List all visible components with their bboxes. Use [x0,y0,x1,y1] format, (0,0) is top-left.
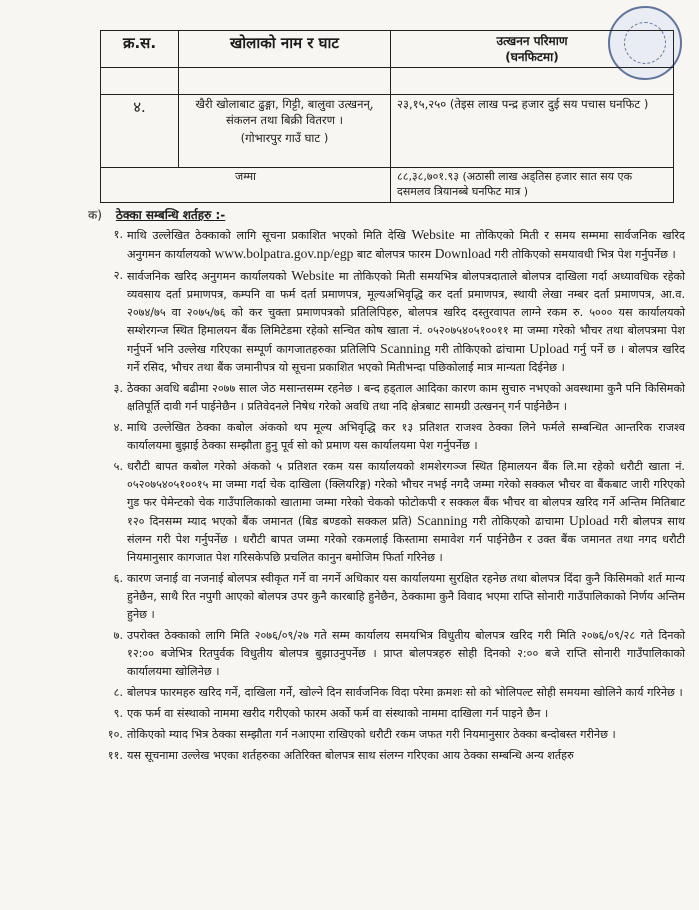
table-total-row [101,168,674,203]
term-number: १. [113,228,123,241]
header-excavation-quantity [391,31,674,68]
header-quantity-line2: (घनफिटमा) [505,50,559,65]
terms-heading [88,206,225,223]
header-river-and-ghat: खोलाको नाम र घाट [179,31,391,68]
bolpatra-url: www.bolpatra.gov.np/egp [214,246,354,261]
term-number: ४. [113,421,123,434]
term-item-3: ३. ठेक्का अवधि बढीमा २०७७ साल जेठ मसान्तसम्म रहनेछ । बन्द हड्ताल आदिका कारण काम सुचारु नभएको अवस्थामा कुनै पनि किसिमको क्षतिपूर्ति दावी गर्न पाईनेछैन । प्रतिवेदनले निषेध गरेको अवधि तथा नदि क्षेत्रबाट सामग्री उत्खनन् गर्न पाईनेछैन । [95,380,685,416]
total-label: जम्मा [101,168,391,203]
term-item-2: २. सार्वजनिक खरिद अनुगमन कार्यालयको Website मा तोकिएको मिती समयभित्र बोलपत्रदाताले बोलपत्र दाखिला गर्दा अध्यावधिक रहेको व्यवसाय दर्ता प्रमाणपत्र, कम्पनि वा फर्म दर्ता प्रमाणपत्र, मूल्यअभिवृद्धि कर दर्ता प्रमाणपत्र, स्थायी लेखा नम्बर दर्ता प्रमाणपत्र, आ.व. २०७४/७५ वा २०७५/७६ को कर चुक्ता प्रमाणपत्रको प्रतिलिपिहरु, बोलपत्र खरिद दस्तुरवापत लाग्ने रकम रु. ५००० यस कार्यालयको सम्शेरगन्ज स्थित हिमालयन बैंक लिमिटेडमा रहेको सन्चित कोष खाता नं. ०५२०७५४०५१००११ मा जम्मा गरेको भौचर तथा बोलपत्रमा पेश गर्नुपर्ने भनि उल्लेख गरिएका सम्पूर्ण कागजातहरुका प्रतिलिपि Scanning गरी तोकिएको ढांचामा Upload गर्नु पर्ने छ । बोलपत्र खरिद गर्ने रसिद, भौचर तथा बैंक जमानीपत्र यो सूचना प्रकाशित भएको मितीभन्दा पछिकोलाई मात्र मान्यता दिईनेछ । [95,267,685,377]
term-item-8: ८. बोलपत्र फारमहरु खरिद गर्ने, दाखिला गर्ने, खोल्ने दिन सार्वजनिक विदा परेमा क्रमशः सो को भोलिपल्ट सोही समयमा खोलिने कार्य गरिनेछ । [95,684,685,702]
term-number: ७. [113,629,123,642]
term-number: १०. [107,728,123,741]
term-item-9: ९. एक फर्म वा संस्थाको नाममा खरीद गरीएको फारम अर्को फर्म वा संस्थाको नाममा दाखिला गर्न पाइने छैन । [95,705,685,723]
row-work-text: खैरी खोलाबाट ढुङ्गा, गिट्टी, बालुवा उत्खनन्, संकलन तथा बिक्री वितरण । [195,97,374,127]
terms-title: ठेक्का सम्बन्धि शर्तहरु :- [115,208,226,222]
term-number: ८. [113,686,123,699]
row-ghat-name: (गोभारपुर गाउँ घाट ) [240,131,329,146]
term-number: २. [113,269,123,282]
website-text: Website [411,227,455,242]
row-work-description [179,95,391,168]
term-item-6: ६. कारण जनाई वा नजनाई बोलपत्र स्वीकृत गर्ने वा नगर्ने अधिकार यस कार्यालयमा सुरक्षित रहनेछ तथा बोलपत्र दिंदा कुनै किसिमको शर्त मान्य हुनेछैन, साथै रित नपुगी आएको बोलपत्र उपर कुनै कारबाहि हुनेछैन, ठेक्कामा कुनै विवाद भएमा राप्ति सोनारी गाउँपालिकाको निर्णय अन्तिम हुनेछ । [95,570,685,624]
term-number: ३. [113,382,123,395]
table-empty-row [101,68,674,95]
term-item-5: ५. धरौटी बापत कबोल गरेको अंकको ५ प्रतिशत रकम यस कार्यालयको शमशेरगञ्ज स्थित हिमालयन बैंक लि.मा रहेको धरौटी खाता नं. ०५२०७५४०५१००१५ मा जम्मा गर्दा चेक दाखिला (क्लियरिङ्ग) गरेको भौचर नभई नगदै जम्मा गरेको सक्कल भौचर वा बैंकबाट जारी गरिएको गुड फर पेमेन्टको चेक गाउँपालिकाको खातामा जम्मा गरेको चेकको फोटोकपी र सक्कल बैंक भौचर वा बोलपत्र खरिद गर्ने अन्तिम मितिबाट १२० दिनसम्म म्याद भएको बैंक जमानत (बिड बण्डको सक्कल प्रति) Scanning गरी तोकिएको ढाचामा Upload गरी बोलपत्र साथ संलग्न गरी पेश गर्नुपर्नेछ । धरौटी बापत जम्मा गरेको रकमलाई किस्तामा समावेश गर्न पाईनेछैन र उक्त बैंक जमानत तथा नगद धरौटी नियमानुसार कागजात पेश गरिसकेपछि प्रचलित कानुन बमोजिम फिर्ता गरिनेछ । [95,458,685,567]
terms-prefix: क) [88,208,102,222]
header-serial-number: क्र.स. [101,31,179,68]
works-table [100,30,674,203]
row-serial-number: ४. [101,95,179,168]
term-number: ५. [113,460,123,473]
terms-list [95,226,685,768]
table-header-row [101,31,674,68]
term-number: ६. [113,572,123,585]
term-number: ९. [113,707,123,720]
row-quantity: २३,१५,२५० (तेइस लाख पन्द्र हजार दुई सय पचास घनफिट ) [391,95,674,168]
term-item-10: १०. तोकिएको म्याद भित्र ठेक्का सम्झौता गर्न नआएमा राखिएको धरौटी रकम जफत गरी नियमानुसार ठेक्का बन्दोबस्त गरीनेछ । [95,726,685,744]
term-item-4: ४. माथि उल्लेखित ठेक्का कबोल अंकको थप मूल्य अभिवृद्धि कर १३ प्रतिशत राजश्व ठेक्का लिने फर्मले सम्बन्धित आन्तरिक राजश्व कार्यालयमा बुझाई ठेक्का सम्झौता हुनु पूर्व सो को प्रमाण यस कार्यालयमा पेश गर्नुपर्नेछ । [95,419,685,455]
term-number: ११. [107,749,123,762]
total-quantity: ८८,३८,७०१.९३ (अठासी लाख अड्तिस हजार सात सय एक दसमलव त्रियानब्बे घनफिट मात्र ) [391,168,674,203]
table-row [101,95,674,168]
term-item-1: १. माथि उल्लेखित ठेक्काको लागि सूचना प्रकाशित भएको मिति देखि Website मा तोकिएको मिती र समय सम्ममा सार्वजनिक खरिद अनुगमन कार्यालयको www.bolpatra.gov.np/egp बाट बोलपत्र फारम Download गरी तोकिएको समयावधी भित्र पेश गर्नुपर्नेछ । [95,226,685,264]
term-item-11: ११. यस सूचनामा उल्लेख भएका शर्तहरुका अतिरिक्त बोलपत्र साथ संलग्न गरिएका आय ठेक्का सम्बन्धि अन्य शर्तहरु [95,747,685,765]
header-quantity-line1: उत्खनन परिमाण [496,34,568,48]
term-item-7: ७. उपरोक्त ठेक्काको लागि मिति २०७६/०९/२७ गते सम्म कार्यालय समयभित्र विधुतीय बोलपत्र खरिद गरी मिति २०७६/०९/२८ गते दिनको १२:०० बजेभित्र रितपुर्वक विधुतीय बोलपत्र बुझाउनुपर्नेछ । प्राप्त बोलपत्रहरु सोही दिनको २:०० बजे राप्ति सोनारी गाउँपालिकाको कार्यालयमा खोलिनेछ । [95,627,685,681]
